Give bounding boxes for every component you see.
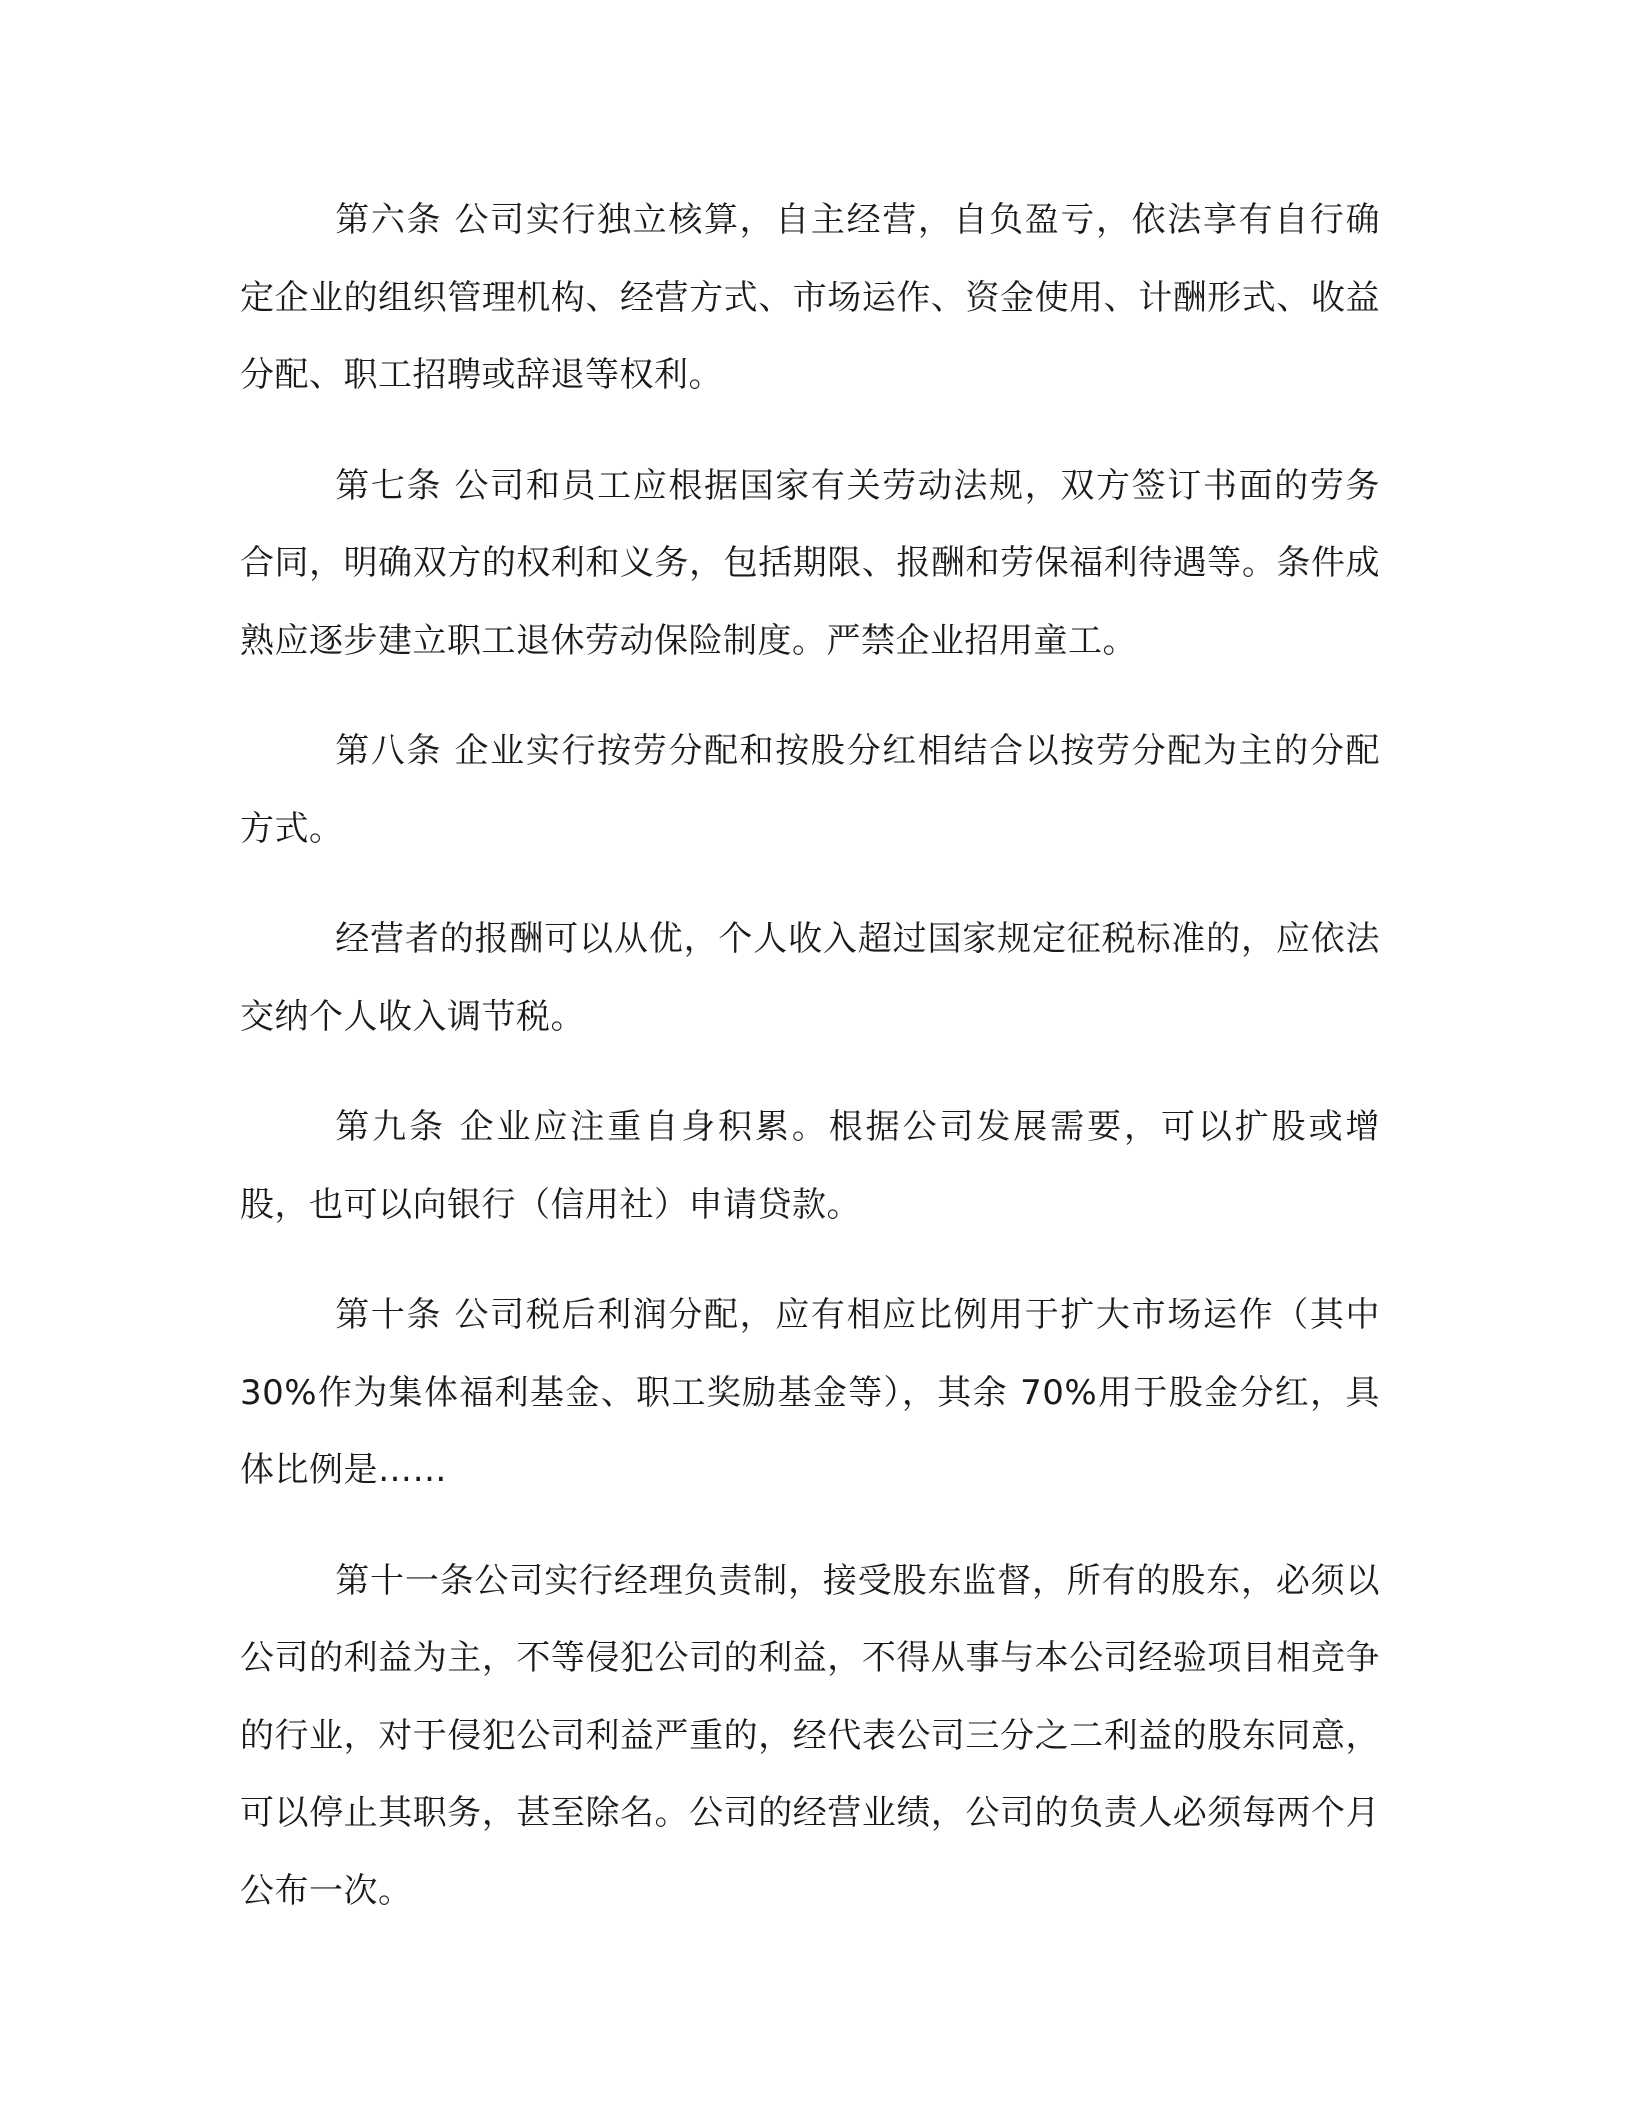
document-body xyxy=(240,182,1380,1930)
manager-remuneration-paragraph: 经营者的报酬可以从优，个人收入超过国家规定征税标准的，应依法交纳个人收入调节税。 xyxy=(240,919,1380,1037)
article-10-paragraph: 第十条 公司税后利润分配，应有相应比例用于扩大市场运作（其中 30%作为集体福利基金、职工奖励基金等），其余 70%用于股金分红，具体比例是…… xyxy=(240,1295,1380,1490)
article-11-paragraph: 第十一条公司实行经理负责制，接受股东监督，所有的股东，必须以公司的利益为主，不等侵犯公司的利益，不得从事与本公司经验项目相竞争的行业，对于侵犯公司利益严重的，经代表公司三分之二利益的股东同意，可以停止其职务，甚至除名。公司的经营业绩，公司的负责人必须每两个月公布一次。 xyxy=(240,1560,1380,1911)
article-9-paragraph: 第九条 企业应注重自身积累。根据公司发展需要，可以扩股或增股，也可以向银行（信用社）申请贷款。 xyxy=(240,1107,1380,1225)
article-7-paragraph: 第七条 公司和员工应根据国家有关劳动法规，双方签订书面的劳务合同，明确双方的权利和义务，包括期限、报酬和劳保福利待遇等。条件成熟应逐步建立职工退休劳动保险制度。严禁企业招用童工。 xyxy=(240,465,1380,661)
article-8-paragraph: 第八条 企业实行按劳分配和按股分红相结合以按劳分配为主的分配方式。 xyxy=(240,731,1380,849)
article-6-paragraph: 第六条 公司实行独立核算，自主经营，自负盈亏，依法享有自行确定企业的组织管理机构、经营方式、市场运作、资金使用、计酬形式、收益分配、职工招聘或辞退等权利。 xyxy=(240,200,1380,395)
